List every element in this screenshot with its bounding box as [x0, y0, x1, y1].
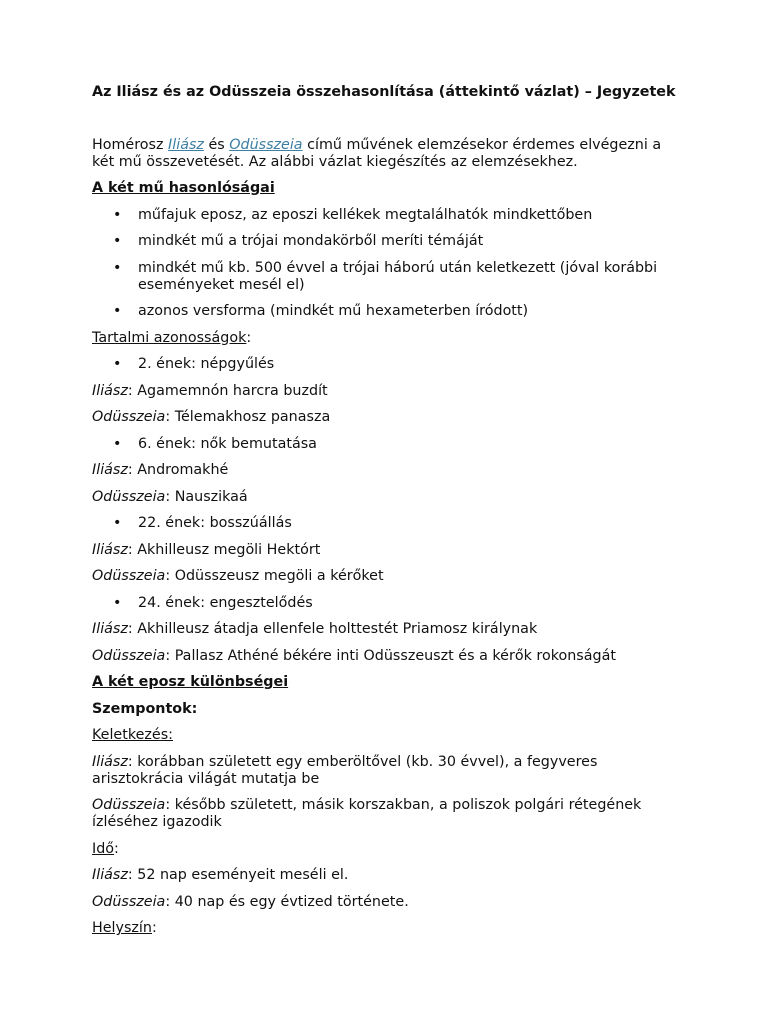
- odusszeia-text: Télemakhosz panasza: [174, 409, 331, 425]
- separator: :: [127, 462, 138, 478]
- odusszeia-text: később született, másik korszakban, a poliszok polgári rétegének ízléséhez igazodik: [92, 797, 642, 830]
- separator: :: [127, 621, 138, 637]
- separator: :: [165, 647, 175, 664]
- iliasz-line: [92, 462, 682, 479]
- odusszeia-text: 40 nap és egy évtized története.: [174, 893, 409, 910]
- iliasz-line: [92, 621, 682, 638]
- similarities-list: [92, 207, 682, 321]
- canto-list: [92, 436, 682, 453]
- list-item: • mindkét mű a trójai mondakörből meríti témáját: [92, 233, 682, 250]
- intro-text-2: és: [203, 137, 230, 153]
- colon: :: [246, 329, 252, 346]
- colon: :: [151, 920, 157, 936]
- canto-item: • 24. ének: engesztelődés: [92, 595, 682, 612]
- separator: :: [127, 382, 138, 399]
- odusszeia-line: [92, 568, 682, 585]
- intro-text-3: című művének elemzésekor érdemes elvégezni a két mű összevetését. Az alábbi vázlat kiegészítés az elemzésekhez.: [92, 137, 662, 170]
- separator: :: [165, 488, 175, 505]
- canto-item: • 22. ének: bosszúállás: [92, 515, 682, 532]
- content-identity-label: [92, 330, 682, 347]
- iliasz-text: Akhilleusz átadja ellenfele holttestét Priamosz királynak: [137, 621, 538, 637]
- differences-heading: A két eposz különbségei: [92, 674, 289, 690]
- list-item: • műfajuk eposz, az eposzi kellékek megtalálhatók mindkettőben: [92, 207, 682, 224]
- iliasz-text: 52 nap eseményeit meséli el.: [137, 867, 349, 883]
- list-item: • mindkét mű kb. 500 évvel a trójai háború után keletkezett (jóval korábbi eseményeket mesél el): [92, 260, 682, 294]
- iliasz-line: [92, 542, 682, 559]
- separator: :: [127, 753, 138, 770]
- iliasz-text: korábban született egy emberöltővel (kb. 30 évvel), a fegyveres arisztokrácia világát mutatja be: [92, 753, 598, 787]
- odusszeia-name: Odüsszeia: [92, 488, 166, 505]
- content-identity-text: Tartalmi azonosságok: [92, 329, 247, 346]
- keletkezes-text: Keletkezés:: [92, 727, 173, 743]
- canto-item: • 6. ének: nők bemutatása: [92, 436, 682, 453]
- canto-list: [92, 356, 682, 373]
- odusszeia-line: [92, 648, 682, 665]
- iliasz-line: [92, 383, 682, 400]
- iliasz-name: Iliász: [92, 621, 128, 637]
- odusszeia-name: Odüsszeia: [92, 893, 166, 910]
- similarities-heading: A két mű hasonlóságai: [92, 180, 275, 196]
- odusszeia-name: Odüsszeia: [92, 568, 166, 584]
- odusszeia-name: Odüsszeia: [92, 647, 166, 664]
- document-content: [92, 84, 682, 947]
- iliasz-text: Akhilleusz megöli Hektórt: [137, 541, 321, 558]
- iliasz-name: Iliász: [92, 462, 128, 478]
- intro-text-1: Homérosz: [92, 137, 169, 153]
- iliasz-name: Iliász: [92, 753, 128, 770]
- canto-list: [92, 595, 682, 612]
- odusszeia-text: Nauszikaá: [174, 488, 248, 505]
- iliasz-text: Andromakhé: [137, 462, 229, 478]
- iliasz-text: Agamemnón harcra buzdít: [137, 382, 328, 399]
- odusszeia-name: Odüsszeia: [92, 797, 166, 813]
- odusszeia-text: Odüsszeusz megöli a kérőket: [174, 568, 384, 584]
- colon: :: [114, 840, 119, 857]
- helyszin-label: [92, 920, 682, 937]
- separator: :: [127, 541, 138, 558]
- odusszeia-name: Odüsszeia: [92, 409, 166, 425]
- iliasz-name: Iliász: [92, 541, 128, 558]
- iliasz-link[interactable]: Iliász: [168, 137, 204, 153]
- canto-list: [92, 515, 682, 532]
- list-item: • azonos versforma (mindkét mű hexameterben íródott): [92, 303, 682, 320]
- odusszeia-text: Pallasz Athéné békére inti Odüsszeuszt és a kérők rokonságát: [174, 647, 616, 664]
- odusszeia-link[interactable]: Odüsszeia: [229, 137, 303, 153]
- ido-text: Idő: [92, 840, 115, 857]
- keletkezes-label: [92, 727, 682, 744]
- document-title: Az Iliász és az Odüsszeia összehasonlítása (áttekintő vázlat) – Jegyzetek: [92, 84, 676, 100]
- odusszeia-line: [92, 489, 682, 506]
- odusszeia-line: [92, 797, 682, 831]
- intro-paragraph: [92, 137, 682, 171]
- separator: :: [127, 867, 138, 883]
- odusszeia-line: [92, 894, 682, 911]
- iliasz-line: [92, 867, 682, 884]
- helyszin-text: Helyszín: [92, 920, 152, 936]
- separator: :: [165, 409, 175, 425]
- aspects-heading: Szempontok:: [92, 700, 198, 717]
- separator: :: [165, 568, 175, 584]
- ido-label: [92, 841, 682, 858]
- odusszeia-line: [92, 409, 682, 426]
- separator: :: [165, 797, 175, 813]
- canto-item: • 2. ének: népgyűlés: [92, 356, 682, 373]
- iliasz-name: Iliász: [92, 382, 128, 399]
- iliasz-line: [92, 754, 682, 788]
- separator: :: [165, 893, 175, 910]
- iliasz-name: Iliász: [92, 867, 128, 883]
